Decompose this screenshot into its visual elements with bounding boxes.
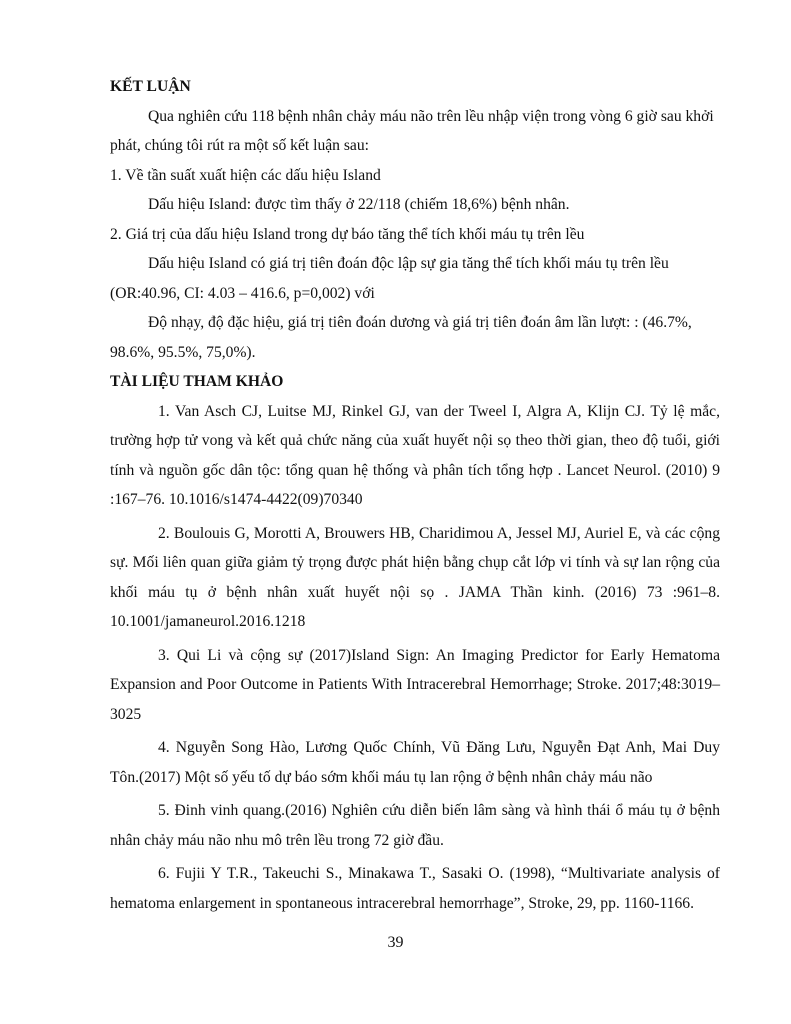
page-number: 39 (387, 934, 404, 951)
reference-item-3: 3. Qui Li và cộng sự (2017)Island Sign: An Imaging Predictor for Early Hematoma Expansion and Poor Outcome in Patients With Intracerebral Hemorrhage; Stroke. 2017;48:3019–3025 (110, 646, 720, 723)
conclusion-point-1-title: 1. Về tần suất xuất hiện các dấu hiệu Island (110, 166, 381, 184)
conclusion-point-2-text-2: Độ nhạy, độ đặc hiệu, giá trị tiên đoán dương và giá trị tiên đoán âm lần lượt: : (46.7%, 98.6%, 95.5%, 75,0%). (110, 314, 692, 361)
reference-item-5: 5. Đinh vinh quang.(2016) Nghiên cứu diễn biến lâm sàng và hình thái ổ máu tụ ở bệnh nhân chảy máu não nhu mô trên lều trong 72 giờ đầu. (110, 802, 720, 849)
conclusion-point-2-title: 2. Giá trị của dấu hiệu Island trong dự báo tăng thể tích khối máu tụ trên lều (110, 225, 585, 243)
conclusion-point-2-text: Dấu hiệu Island có giá trị tiên đoán độc lập sự gia tăng thể tích khối máu tụ trên lều (OR:40.96, CI: 4.03 – 416.6, p=0,002) với (110, 255, 669, 302)
conclusion-point-1-text: Dấu hiệu Island: được tìm thấy ở 22/118 (chiếm 18,6%) bệnh nhân. (148, 196, 570, 213)
reference-item-1: 1. Van Asch CJ, Luitse MJ, Rinkel GJ, van der Tweel I, Algra A, Klijn CJ. Tỷ lệ mắc, trường hợp tử vong và kết quả chức năng của xuất huyết nội sọ theo thời gian, theo độ tuổi, giới tính và nguồn gốc dân tộc: tổng quan hệ thống và phân tích tổng hợp . Lancet Neurol. (2010) 9 :167–76. 10.1016/s1474-4422(09)70340 (110, 402, 720, 508)
reference-item-4: 4. Nguyễn Song Hào, Lương Quốc Chính, Vũ Đăng Lưu, Nguyễn Đạt Anh, Mai Duy Tôn.(2017) Một số yếu tố dự báo sớm khối máu tụ lan rộng ở bệnh nhân chảy máu não (110, 739, 720, 786)
reference-item-2: 2. Boulouis G, Morotti A, Brouwers HB, Charidimou A, Jessel MJ, Auriel E, và các cộng sự. Mối liên quan giữa giảm tỷ trọng được phát hiện bằng chụp cắt lớp vi tính và sự lan rộng của khối máu tụ ở bệnh nhân xuất huyết nội sọ . JAMA Thần kinh. (2016) 73 :961–8. 10.1001/jamaneurol.2016.1218 (110, 524, 720, 630)
references-heading: TÀI LIỆU THAM KHẢO (110, 373, 284, 390)
page-content (110, 72, 720, 918)
conclusion-heading: KẾT LUẬN (110, 78, 191, 95)
conclusion-intro: Qua nghiên cứu 118 bệnh nhân chảy máu não trên lều nhập viện trong vòng 6 giờ sau khởi phát, chúng tôi rút ra một số kết luận sau: (110, 107, 714, 154)
reference-item-6: 6. Fujii Y T.R., Takeuchi S., Minakawa T., Sasaki O. (1998), “Multivariate analysis of hematoma enlargement in spontaneous intracerebral hemorrhage”, Stroke, 29, pp. 1160-1166. (110, 865, 720, 912)
